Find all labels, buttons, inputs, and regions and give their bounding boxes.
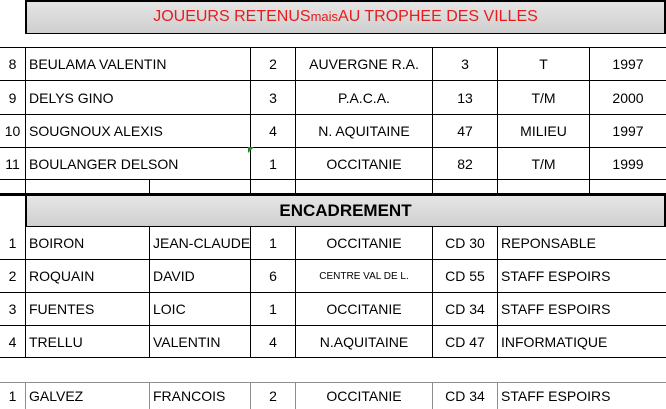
birth-year: 1997: [612, 56, 644, 72]
group-number: 4: [269, 123, 277, 139]
region: OCCITANIE: [326, 301, 402, 317]
row-number: 4: [8, 333, 17, 350]
committee-code: CD 34: [445, 301, 485, 317]
region: OCCITANIE: [326, 155, 402, 172]
player-name: BOULANGER DELSON: [29, 155, 179, 172]
section-title: ENCADREMENT: [279, 201, 412, 220]
committee-code: CD 47: [445, 333, 485, 350]
group-number: 2: [269, 388, 277, 404]
staff-first-name: DAVID: [153, 268, 195, 284]
staff-last-name: GALVEZ: [29, 388, 84, 404]
region: N.AQUITAINE: [319, 333, 409, 350]
region: AUVERGNE R.A.: [309, 56, 419, 72]
page-title: JOUEURS RETENUS mais AU TROPHEE DES VILLES: [153, 7, 538, 25]
committee-code: CD 34: [445, 388, 485, 404]
staff-last-name: ROQUAIN: [29, 268, 95, 284]
club-number: 13: [457, 89, 473, 106]
row-number: 8: [8, 56, 17, 72]
row-number: 1: [8, 235, 17, 251]
region: P.A.C.A.: [338, 89, 390, 106]
position: T/M: [531, 89, 556, 106]
row-number: 11: [5, 155, 20, 172]
position: T: [539, 56, 548, 72]
group-number: 6: [269, 268, 277, 284]
birth-year: 2000: [612, 89, 644, 106]
region: N. AQUITAINE: [318, 123, 410, 139]
row-number: 3: [8, 301, 17, 317]
position: T/M: [531, 155, 556, 172]
group-number: 1: [269, 301, 277, 317]
club-number: 3: [461, 56, 469, 72]
committee-code: CD 30: [445, 235, 485, 251]
region: CENTRE VAL DE L.: [319, 270, 409, 282]
row-number: 10: [4, 123, 21, 139]
group-number: 1: [269, 155, 277, 172]
club-number: 47: [457, 123, 473, 139]
group-number: 2: [269, 56, 277, 72]
committee-code: CD 55: [445, 268, 485, 284]
position: MILIEU: [520, 123, 567, 139]
staff-last-name: TRELLU: [29, 333, 83, 350]
staff-last-name: FUENTES: [29, 301, 95, 317]
club-number: 82: [457, 155, 473, 172]
group-number: 3: [269, 89, 277, 106]
birth-year: 1997: [612, 123, 644, 139]
region: OCCITANIE: [326, 388, 402, 404]
staff-role: STAFF ESPOIRS: [501, 388, 611, 404]
staff-role: STAFF ESPOIRS: [501, 268, 611, 284]
player-name: BEULAMA VALENTIN: [29, 56, 167, 72]
player-name: DELYS GINO: [29, 89, 114, 106]
player-name: SOUGNOUX ALEXIS: [29, 123, 163, 139]
staff-first-name: VALENTIN: [153, 333, 221, 350]
staff-last-name: BOIRON: [29, 235, 85, 251]
staff-first-name: JEAN-CLAUDE: [153, 235, 250, 251]
row-number: 1: [8, 388, 17, 404]
staff-first-name: LOIC: [153, 301, 186, 317]
region: OCCITANIE: [326, 235, 402, 251]
staff-role: REPONSABLE: [501, 235, 596, 251]
group-number: 4: [269, 333, 277, 350]
birth-year: 1999: [612, 155, 644, 172]
staff-role: STAFF ESPOIRS: [501, 301, 611, 317]
row-number: 9: [8, 89, 17, 106]
staff-first-name: FRANCOIS: [153, 388, 226, 404]
row-number: 2: [8, 268, 17, 284]
staff-role: INFORMATIQUE: [501, 333, 608, 350]
group-number: 1: [269, 235, 277, 251]
